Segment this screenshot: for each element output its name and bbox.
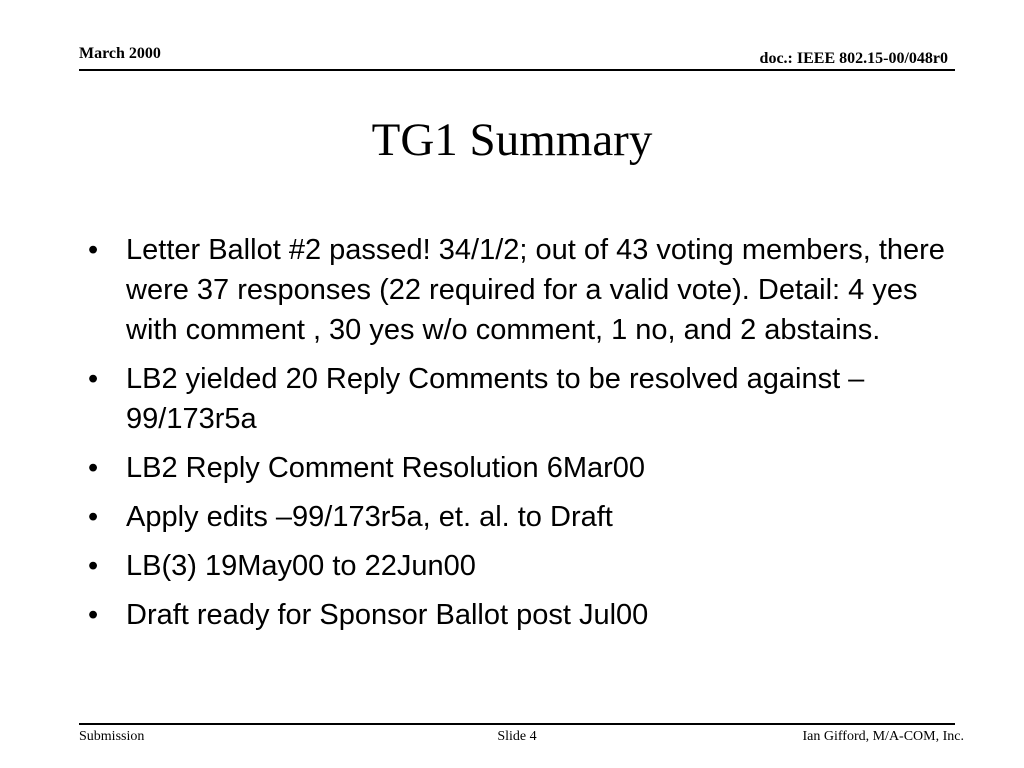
bullet-item: [84, 448, 954, 488]
footer-slide-number: Slide 4: [497, 729, 537, 744]
bullet-item: [84, 497, 954, 537]
footer-author: Ian Gifford, M/A-COM, Inc.: [802, 729, 964, 744]
bullet-icon: •: [88, 599, 99, 631]
bullet-text: LB2 yielded 20 Reply Comments to be resolved against –99/173r5a: [126, 363, 865, 435]
bullet-text: Apply edits –99/173r5a, et. al. to Draft: [126, 501, 613, 533]
bullet-item: [84, 359, 954, 439]
header-divider: [79, 69, 955, 71]
footer-submission: Submission: [79, 729, 145, 744]
bullet-text: Draft ready for Sponsor Ballot post Jul00: [126, 599, 649, 631]
header-doc-id: doc.: IEEE 802.15-00/048r0: [759, 50, 948, 67]
slide-title: TG1 Summary: [371, 114, 653, 166]
bullet-list: [84, 230, 954, 644]
bullet-text: LB2 Reply Comment Resolution 6Mar00: [126, 452, 646, 484]
bullet-text: LB(3) 19May00 to 22Jun00: [126, 550, 476, 582]
bullet-text: Letter Ballot #2 passed! 34/1/2; out of 43 voting members, there were 37 responses (22 required for a valid vote). Detail: 4 yes with comment , 30 yes w/o comment, 1 no, and 2 abstains.: [126, 234, 945, 346]
bullet-item: [84, 230, 954, 350]
bullet-icon: •: [88, 363, 99, 395]
bullet-item: [84, 595, 954, 635]
bullet-icon: •: [88, 550, 99, 582]
footer-divider: [79, 723, 955, 725]
bullet-icon: •: [88, 501, 99, 533]
bullet-item: [84, 546, 954, 586]
header-date: March 2000: [79, 45, 161, 62]
bullet-icon: •: [88, 234, 99, 266]
bullet-icon: •: [88, 452, 99, 484]
